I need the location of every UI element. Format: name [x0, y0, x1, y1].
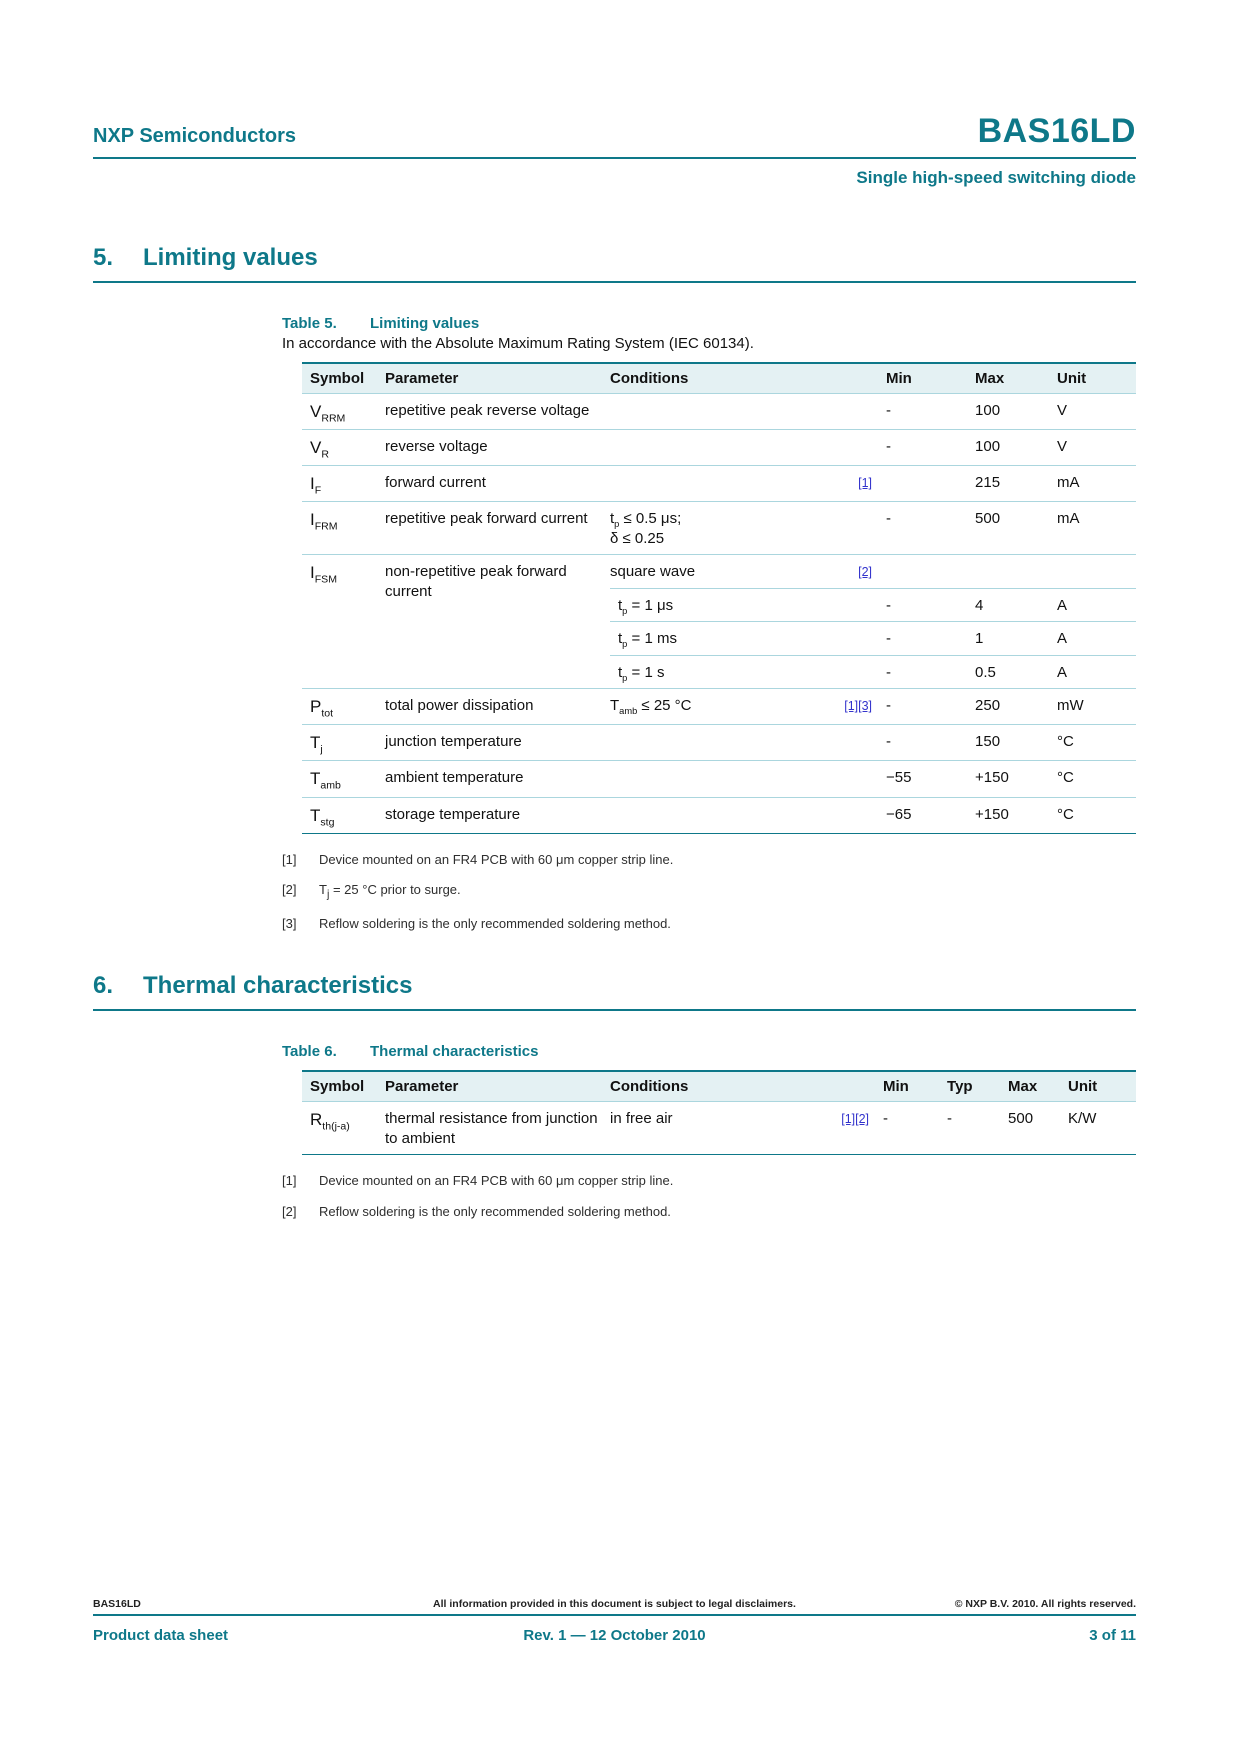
table5-note: In accordance with the Absolute Maximum Rating System (IEC 60134).	[282, 335, 754, 352]
table5-footnotes	[282, 852, 1136, 933]
parameter-cell: repetitive peak forward current	[385, 502, 610, 555]
ref-cell	[760, 555, 886, 589]
min-cell: -	[886, 502, 975, 555]
section-number: 6.	[93, 972, 114, 1000]
product-title: BAS16LD	[977, 112, 1136, 150]
col-header-conditions: Conditions	[610, 363, 886, 394]
unit-cell: K/W	[1068, 1102, 1136, 1155]
symbol-cell: $T_{stg}$	[302, 797, 385, 833]
footer-divider	[93, 1614, 1136, 1616]
col-header-unit: Unit	[1057, 363, 1136, 394]
footnote-text: Reflow soldering is the only recommended soldering method.	[319, 1203, 671, 1219]
max-cell: 100	[975, 394, 1057, 430]
thermal-characteristics-table	[302, 1070, 1136, 1155]
footer-page-number: 3 of 11	[1089, 1627, 1136, 1644]
ref-cell	[760, 725, 886, 761]
section-divider	[93, 1009, 1136, 1011]
symbol-cell: $I_F$	[302, 466, 385, 502]
symbol-cell: $T_{amb}$	[302, 761, 385, 797]
unit-cell: A	[1057, 622, 1136, 656]
footnote-text: Device mounted on an FR4 PCB with 60 μm copper strip line.	[319, 1173, 674, 1189]
document-footer	[93, 1598, 1136, 1644]
table-row	[302, 689, 1136, 725]
min-cell: −55	[886, 761, 975, 797]
table-row	[302, 761, 1136, 797]
conditions-cell	[610, 725, 760, 761]
unit-cell: A	[1057, 588, 1136, 622]
footnote	[282, 1204, 1136, 1220]
footnote-ref-link[interactable]: [1]	[858, 476, 873, 491]
unit-cell: mA	[1057, 466, 1136, 502]
unit-cell: °C	[1057, 761, 1136, 797]
unit-cell: V	[1057, 394, 1136, 430]
section-title: Thermal characteristics	[143, 972, 413, 1000]
table6-caption-label: Table 6.	[282, 1043, 337, 1061]
max-cell: 1	[975, 622, 1057, 656]
col-header-max: Max	[975, 363, 1057, 394]
table-row	[302, 1102, 1136, 1155]
section-heading-thermal-characteristics	[93, 972, 1136, 1000]
col-header-min: Min	[886, 363, 975, 394]
parameter-cell: thermal resistance from junction to ambient	[385, 1102, 610, 1155]
min-cell: -	[886, 622, 975, 656]
footer-disclaimer: All information provided in this document is subject to legal disclaimers.	[433, 1598, 796, 1610]
conditions-cell: in free air	[610, 1102, 760, 1155]
table-header-row	[302, 1071, 1136, 1102]
limiting-values-table	[302, 362, 1136, 834]
col-header-parameter: Parameter	[385, 1071, 610, 1102]
table-row	[302, 555, 1136, 589]
min-cell: -	[886, 394, 975, 430]
min-cell: -	[883, 1102, 947, 1155]
table5-caption	[282, 315, 1136, 332]
col-header-typ: Typ	[947, 1071, 1008, 1102]
col-header-symbol: Symbol	[302, 1071, 385, 1102]
ref-cell	[760, 797, 886, 833]
table6-caption	[282, 1043, 1136, 1060]
min-cell: −65	[886, 797, 975, 833]
symbol-cell: $I_{FSM}$	[302, 555, 385, 689]
parameter-cell: forward current	[385, 466, 610, 502]
max-cell: 100	[975, 430, 1057, 466]
vendor-name: NXP Semiconductors	[93, 125, 297, 147]
footnote-number: [3]	[282, 916, 297, 932]
table6-footnotes	[282, 1173, 1136, 1220]
ref-cell	[760, 394, 886, 430]
conditions-cell	[610, 430, 760, 466]
conditions-cell: square wave	[610, 555, 760, 589]
unit-cell: mA	[1057, 502, 1136, 555]
max-cell	[975, 555, 1057, 589]
conditions-cell	[610, 394, 760, 430]
footnote-number: [2]	[282, 1203, 297, 1219]
footnote-number: [2]	[282, 881, 297, 897]
footnote-number: [1]	[282, 851, 297, 867]
symbol-cell: $R_{th(j-a)}$	[302, 1102, 385, 1155]
header-divider	[93, 157, 1136, 159]
unit-cell: V	[1057, 430, 1136, 466]
ref-cell	[760, 761, 886, 797]
ref-cell	[760, 1102, 883, 1155]
unit-cell: A	[1057, 655, 1136, 689]
conditions-cell: $T_{amb} \le 25$ °C	[610, 689, 760, 725]
col-header-unit: Unit	[1068, 1071, 1136, 1102]
table-row	[302, 394, 1136, 430]
symbol-cell: $V_R$	[302, 430, 385, 466]
conditions-cell: $t_p = 1$ μs	[610, 588, 760, 622]
max-cell: 0.5	[975, 655, 1057, 689]
max-cell: 4	[975, 588, 1057, 622]
symbol-cell: $T_j$	[302, 725, 385, 761]
min-cell	[886, 555, 975, 589]
ref-cell	[760, 466, 886, 502]
ref-cell	[760, 689, 886, 725]
footnote	[282, 916, 1136, 932]
max-cell: 500	[1008, 1102, 1068, 1155]
ref-cell	[760, 655, 886, 689]
footnote-text: $T_j = 25$ °C prior to surge.	[319, 881, 461, 901]
footnote-ref-link[interactable]: [2]	[858, 565, 873, 580]
table5-caption-title: Limiting values	[370, 315, 480, 332]
ref-cell	[760, 502, 886, 555]
conditions-cell: $t_p = 1$ ms	[610, 622, 760, 656]
max-cell: 150	[975, 725, 1057, 761]
unit-cell: mW	[1057, 689, 1136, 725]
footnote-number: [1]	[282, 1173, 297, 1189]
parameter-cell: reverse voltage	[385, 430, 610, 466]
min-cell: -	[886, 689, 975, 725]
footnote-ref-link[interactable]: [1][3]	[844, 699, 873, 714]
parameter-cell: non-repetitive peak forward current	[385, 555, 610, 689]
min-cell: -	[886, 725, 975, 761]
ref-cell	[760, 588, 886, 622]
document-subtitle: Single high-speed switching diode	[856, 168, 1136, 187]
col-header-symbol: Symbol	[302, 363, 385, 394]
col-header-parameter: Parameter	[385, 363, 610, 394]
section-title: Limiting values	[143, 244, 318, 271]
conditions-cell	[610, 466, 760, 502]
parameter-cell: repetitive peak reverse voltage	[385, 394, 610, 430]
typ-cell: -	[947, 1102, 1008, 1155]
footnote-text: Reflow soldering is the only recommended soldering method.	[319, 916, 671, 932]
parameter-cell: ambient temperature	[385, 761, 610, 797]
parameter-cell: storage temperature	[385, 797, 610, 833]
table-header-row	[302, 363, 1136, 394]
footnote	[282, 852, 1136, 868]
conditions-cell: $t_p = 1$ s	[610, 655, 760, 689]
conditions-cell	[610, 797, 760, 833]
section-number: 5.	[93, 244, 114, 271]
conditions-cell	[610, 761, 760, 797]
footnote-text: Device mounted on an FR4 PCB with 60 μm copper strip line.	[319, 851, 674, 867]
section-heading-limiting-values	[93, 244, 1136, 272]
min-cell: -	[886, 588, 975, 622]
parameter-cell: junction temperature	[385, 725, 610, 761]
symbol-cell: $V_{RRM}$	[302, 394, 385, 430]
ref-cell	[760, 430, 886, 466]
col-header-min: Min	[883, 1071, 947, 1102]
min-cell: -	[886, 430, 975, 466]
ref-cell	[760, 622, 886, 656]
parameter-cell: total power dissipation	[385, 689, 610, 725]
min-cell	[886, 466, 975, 502]
unit-cell	[1057, 555, 1136, 589]
footer-doc-type: Product data sheet	[93, 1627, 229, 1644]
max-cell: +150	[975, 761, 1057, 797]
footer-copyright: © NXP B.V. 2010. All rights reserved.	[954, 1598, 1136, 1610]
document-header	[93, 112, 1136, 188]
table-row	[302, 797, 1136, 833]
footer-doc-id: BAS16LD	[93, 1598, 141, 1610]
max-cell: +150	[975, 797, 1057, 833]
max-cell: 250	[975, 689, 1057, 725]
table-row	[302, 430, 1136, 466]
table-row	[302, 502, 1136, 555]
max-cell: 215	[975, 466, 1057, 502]
footnote	[282, 882, 1136, 902]
footer-revision: Rev. 1 — 12 October 2010	[523, 1627, 706, 1644]
max-cell: 500	[975, 502, 1057, 555]
symbol-cell: $I_{FRM}$	[302, 502, 385, 555]
col-header-conditions: Conditions	[610, 1071, 883, 1102]
table-row	[302, 725, 1136, 761]
col-header-max: Max	[1008, 1071, 1068, 1102]
footnote	[282, 1173, 1136, 1189]
unit-cell: °C	[1057, 725, 1136, 761]
table-row	[302, 466, 1136, 502]
conditions-cell: $t_p \le 0.5$ μs; δ ≤ 0.25	[610, 502, 760, 555]
section-divider	[93, 281, 1136, 283]
min-cell: -	[886, 655, 975, 689]
footnote-ref-link[interactable]: [1][2]	[841, 1112, 870, 1127]
symbol-cell: $P_{tot}$	[302, 689, 385, 725]
table5-caption-label: Table 5.	[282, 315, 337, 332]
table6-caption-title: Thermal characteristics	[370, 1043, 539, 1061]
unit-cell: °C	[1057, 797, 1136, 833]
